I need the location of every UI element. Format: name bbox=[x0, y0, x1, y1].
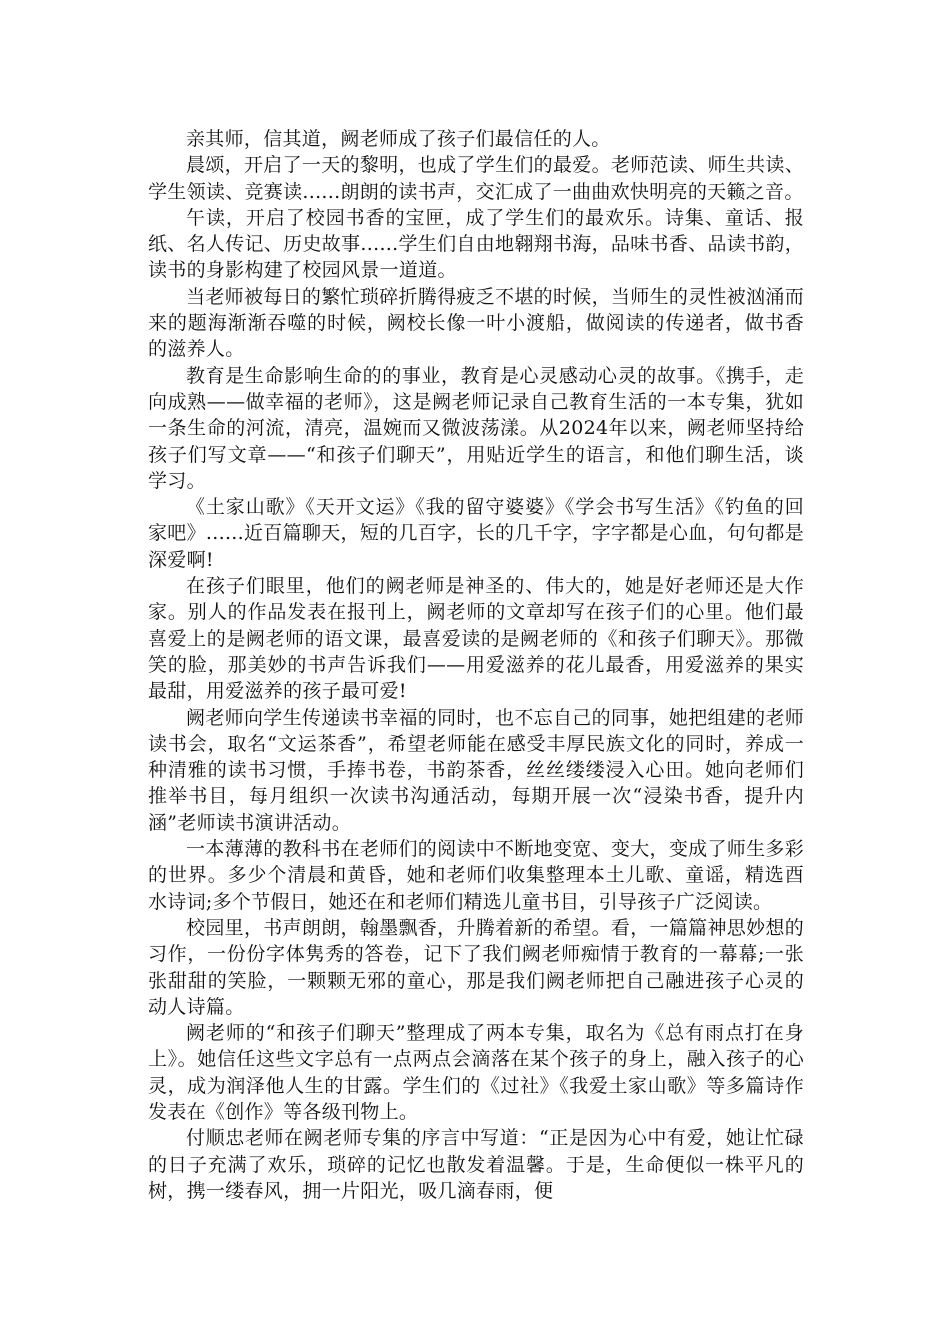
paragraph: 在孩子们眼里，他们的阙老师是神圣的、伟大的，她是好老师还是大作家。别人的作品发表在报刊上，阙老师的文章却写在孩子们的心里。他们最喜爱上的是阙老师的语文课，最喜爱读的是阙老师的《和孩子们聊天》。那微笑的脸，那美妙的书声告诉我们——用爱滋养的花儿最香，用爱滋养的果实最甜，用爱滋养的孩子最可爱! bbox=[148, 575, 804, 703]
paragraph: 午读，开启了校园书香的宝匣，成了学生们的最欢乐。诗集、童话、报纸、名人传记、历史故事......学生们自由地翱翔书海，品味书香、品读书韵，读书的身影构建了校园风景一道道。 bbox=[148, 206, 804, 282]
paragraph: 阙老师的“和孩子们聊天”整理成了两本专集，取名为《总有雨点打在身上》。她信任这些文字总有一点两点会滴落在某个孩子的身上，融入孩子的心灵，成为润泽他人生的甘露。学生们的《过社》《我爱土家山歌》等多篇诗作发表在《创作》等各级刊物上。 bbox=[148, 1022, 804, 1123]
paragraph: 付顺忠老师在阙老师专集的序言中写道：“正是因为心中有爱，她让忙碌的日子充满了欢乐，琐碎的记忆也散发着温馨。于是，生命便似一株平凡的树，携一缕春风，拥一片阳光，吸几滴春雨，便 bbox=[148, 1127, 804, 1202]
paragraph: 阙老师向学生传递读书幸福的同时，也不忘自己的同事，她把组建的老师读书会，取名“文运茶香”，希望老师能在感受丰厚民族文化的同时，养成一种清雅的读书习惯，手捧书卷，书韵茶香，丝丝缕缕浸入心田。她向老师们推举书目，每月组织一次读书沟通活动，每期开展一次“浸染书香，提升内涵”老师读书演讲活动。 bbox=[148, 706, 804, 834]
paragraph: 教育是生命影响生命的的事业，教育是心灵感动心灵的故事。《携手，走向成熟——做幸福的老师》，这是阙老师记录自己教育生活的一本专集，犹如一条生命的河流，清亮，温婉而又微波荡漾。从2024年以来，阙老师坚持给孩子们写文章——“和孩子们聊天”，用贴近学生的语言，和他们聊生活，谈学习。 bbox=[148, 364, 804, 492]
paragraph: 晨颂，开启了一天的黎明，也成了学生们的最爱。老师范读、师生共读、学生领读、竞赛读......朗朗的读书声，交汇成了一曲曲欢快明亮的天籁之音。 bbox=[148, 154, 804, 203]
paragraph: 亲其师，信其道，阙老师成了孩子们最信任的人。 bbox=[186, 128, 611, 150]
document-body bbox=[148, 126, 804, 1204]
paragraph: 当老师被每日的繁忙琐碎折腾得疲乏不堪的时候，当师生的灵性被汹涌而来的题海渐渐吞噬的时候，阙校长像一叶小渡船，做阅读的传递者，做书香的滋养人。 bbox=[148, 285, 804, 361]
paragraph: 一本薄薄的教科书在老师们的阅读中不断地变宽、变大，变成了师生多彩的世界。多少个清晨和黄昏，她和老师们收集整理本土儿歌、童谣，精选酉水诗词;多个节假日，她还在和老师们精选儿童书目，引导孩子广泛阅读。 bbox=[148, 838, 804, 913]
paragraph: 校园里，书声朗朗，翰墨飘香，升腾着新的希望。看，一篇篇神思妙想的习作，一份份字体隽秀的答卷，记下了我们阙老师痴情于教育的一幕幕;一张张甜甜的笑脸，一颗颗无邪的童心，那是我们阙老师把自己融进孩子心灵的动人诗篇。 bbox=[148, 916, 804, 1018]
paragraph: 《土家山歌》《天开文运》《我的留守婆婆》《学会书写生活》《钓鱼的回家吧》......近百篇聊天，短的几百字，长的几千字，字字都是心血，句句都是深爱啊! bbox=[148, 496, 804, 571]
